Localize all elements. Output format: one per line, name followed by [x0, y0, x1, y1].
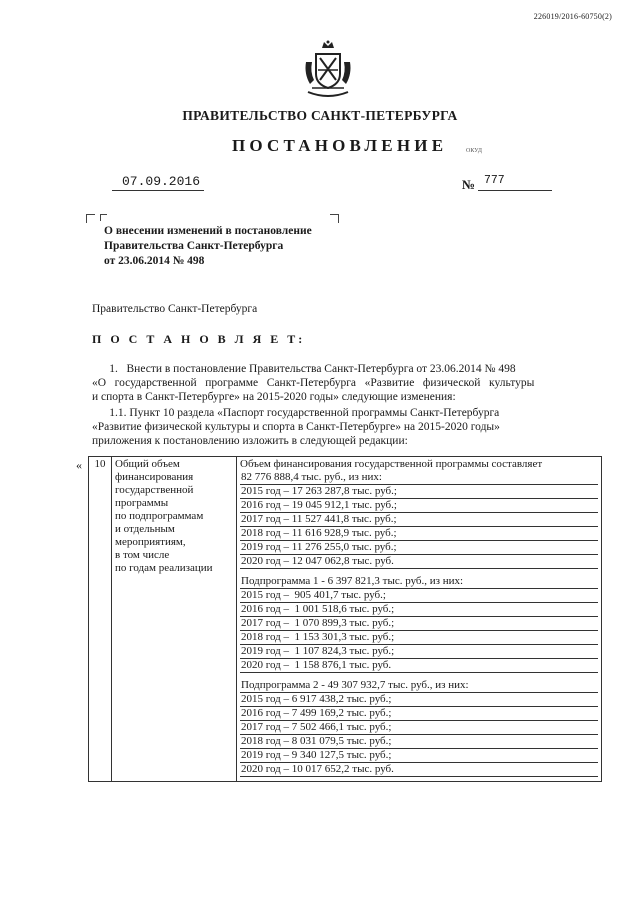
year-line: 2016 год – 7 499 169,2 тыс. руб.; — [240, 707, 598, 721]
label-line: Общий объем — [115, 458, 180, 470]
coat-of-arms-icon — [300, 40, 356, 102]
label-line: в том числе — [115, 549, 170, 561]
number-sign: № — [462, 177, 476, 192]
number-underline — [478, 190, 552, 191]
document-date: 07.09.2016 — [122, 174, 201, 189]
financing-table — [88, 456, 602, 782]
label-line: программы — [115, 497, 169, 509]
document-subject — [104, 224, 312, 269]
subject-line: Правительства Санкт-Петербурга — [104, 240, 284, 252]
year-line: 2019 год – 1 107 824,3 тыс. руб.; — [240, 645, 598, 659]
paragraph-1 — [92, 362, 600, 404]
decree-word: П О С Т А Н О В Л Я Е Т: — [92, 332, 306, 346]
paragraph-line: 1. Внести в постановление Правительства Санкт-Петербурга от 23.06.2014 № 498 — [92, 363, 516, 375]
year-line: 2020 год – 1 158 876,1 тыс. руб. — [240, 659, 598, 673]
year-line: 2020 год – 10 017 652,2 тыс. руб. — [240, 763, 598, 777]
document-type-title: ПОСТАНОВЛЕНИЕ — [232, 136, 448, 155]
year-line: 2019 год – 9 340 127,5 тыс. руб.; — [240, 749, 598, 763]
year-line: 2018 год – 8 031 079,5 тыс. руб.; — [240, 735, 598, 749]
table-row — [89, 457, 602, 782]
subprogram-header: Подпрограмма 1 - 6 397 821,3 тыс. руб., из них: — [240, 575, 598, 589]
document-registration-number: 226019/2016-60750(2) — [533, 12, 612, 21]
row-value-cell — [237, 457, 602, 782]
government-title: ПРАВИТЕЛЬСТВО САНКТ-ПЕТЕРБУРГА — [182, 108, 458, 123]
issuing-authority: Правительство Санкт-Петербурга — [92, 303, 258, 315]
label-line: по подпрограммам — [115, 510, 204, 522]
label-line: финансирования — [115, 471, 194, 483]
opening-quote: « — [76, 458, 82, 472]
year-line: 2018 год – 11 616 928,9 тыс. руб.; — [240, 527, 598, 541]
year-line: 2015 год – 17 263 287,8 тыс. руб.; — [240, 485, 598, 499]
year-line: 2016 год – 1 001 518,6 тыс. руб.; — [240, 603, 598, 617]
year-line: 2015 год – 6 917 438,2 тыс. руб.; — [240, 693, 598, 707]
subject-corner-mark-left — [86, 214, 95, 223]
document-number: 777 — [484, 174, 505, 187]
year-line: 2018 год – 1 153 301,3 тыс. руб.; — [240, 631, 598, 645]
label-line: и отдельным — [115, 523, 175, 535]
total-header: Объем финансирования государственной программы составляет — [240, 458, 543, 470]
year-line: 2019 год – 11 276 255,0 тыс. руб.; — [240, 541, 598, 555]
subject-corner-mark-right — [330, 214, 339, 223]
total-financing-block — [240, 458, 598, 569]
paragraph-line: 1.1. Пункт 10 раздела «Паспорт государственной программы Санкт-Петербурга — [92, 407, 500, 419]
okud-label: ОКУД — [466, 148, 482, 154]
paragraph-line: «О государственной программе Санкт-Петербурга «Развитие физической культуры — [92, 377, 535, 389]
subprogram-2-block — [240, 679, 598, 777]
subprogram-1-block — [240, 575, 598, 673]
subprogram-header: Подпрограмма 2 - 49 307 932,7 тыс. руб., из них: — [240, 679, 598, 693]
label-line: мероприятиям, — [115, 536, 186, 548]
paragraph-line: «Развитие физической культуры и спорта в Санкт-Петербурге» на 2015-2020 годы» — [92, 421, 500, 433]
row-number-cell: 10 — [89, 457, 112, 782]
year-line: 2017 год – 7 502 466,1 тыс. руб.; — [240, 721, 598, 735]
label-line: по годам реализации — [115, 562, 213, 574]
year-line: 2017 год – 11 527 441,8 тыс. руб.; — [240, 513, 598, 527]
paragraph-1-1 — [92, 406, 600, 448]
subject-line: О внесении изменений в постановление — [104, 225, 312, 237]
paragraph-line: и спорта в Санкт-Петербурге» на 2015-2020 годы» следующие изменения: — [92, 391, 456, 403]
subject-line: от 23.06.2014 № 498 — [104, 255, 205, 267]
year-line: 2015 год – 905 401,7 тыс. руб.; — [240, 589, 598, 603]
paragraph-line: приложения к постановлению изложить в следующей редакции: — [92, 435, 408, 447]
label-line: государственной — [115, 484, 194, 496]
year-line: 2016 год – 19 045 912,1 тыс. руб.; — [240, 499, 598, 513]
date-underline — [112, 190, 204, 191]
subject-corner-mark-inner — [100, 214, 107, 221]
year-line: 2017 год – 1 070 899,3 тыс. руб.; — [240, 617, 598, 631]
year-line: 2020 год – 12 047 062,8 тыс. руб. — [240, 555, 598, 569]
total-first-line: 82 776 888,4 тыс. руб., из них: — [240, 471, 598, 485]
row-label-cell — [112, 457, 237, 782]
